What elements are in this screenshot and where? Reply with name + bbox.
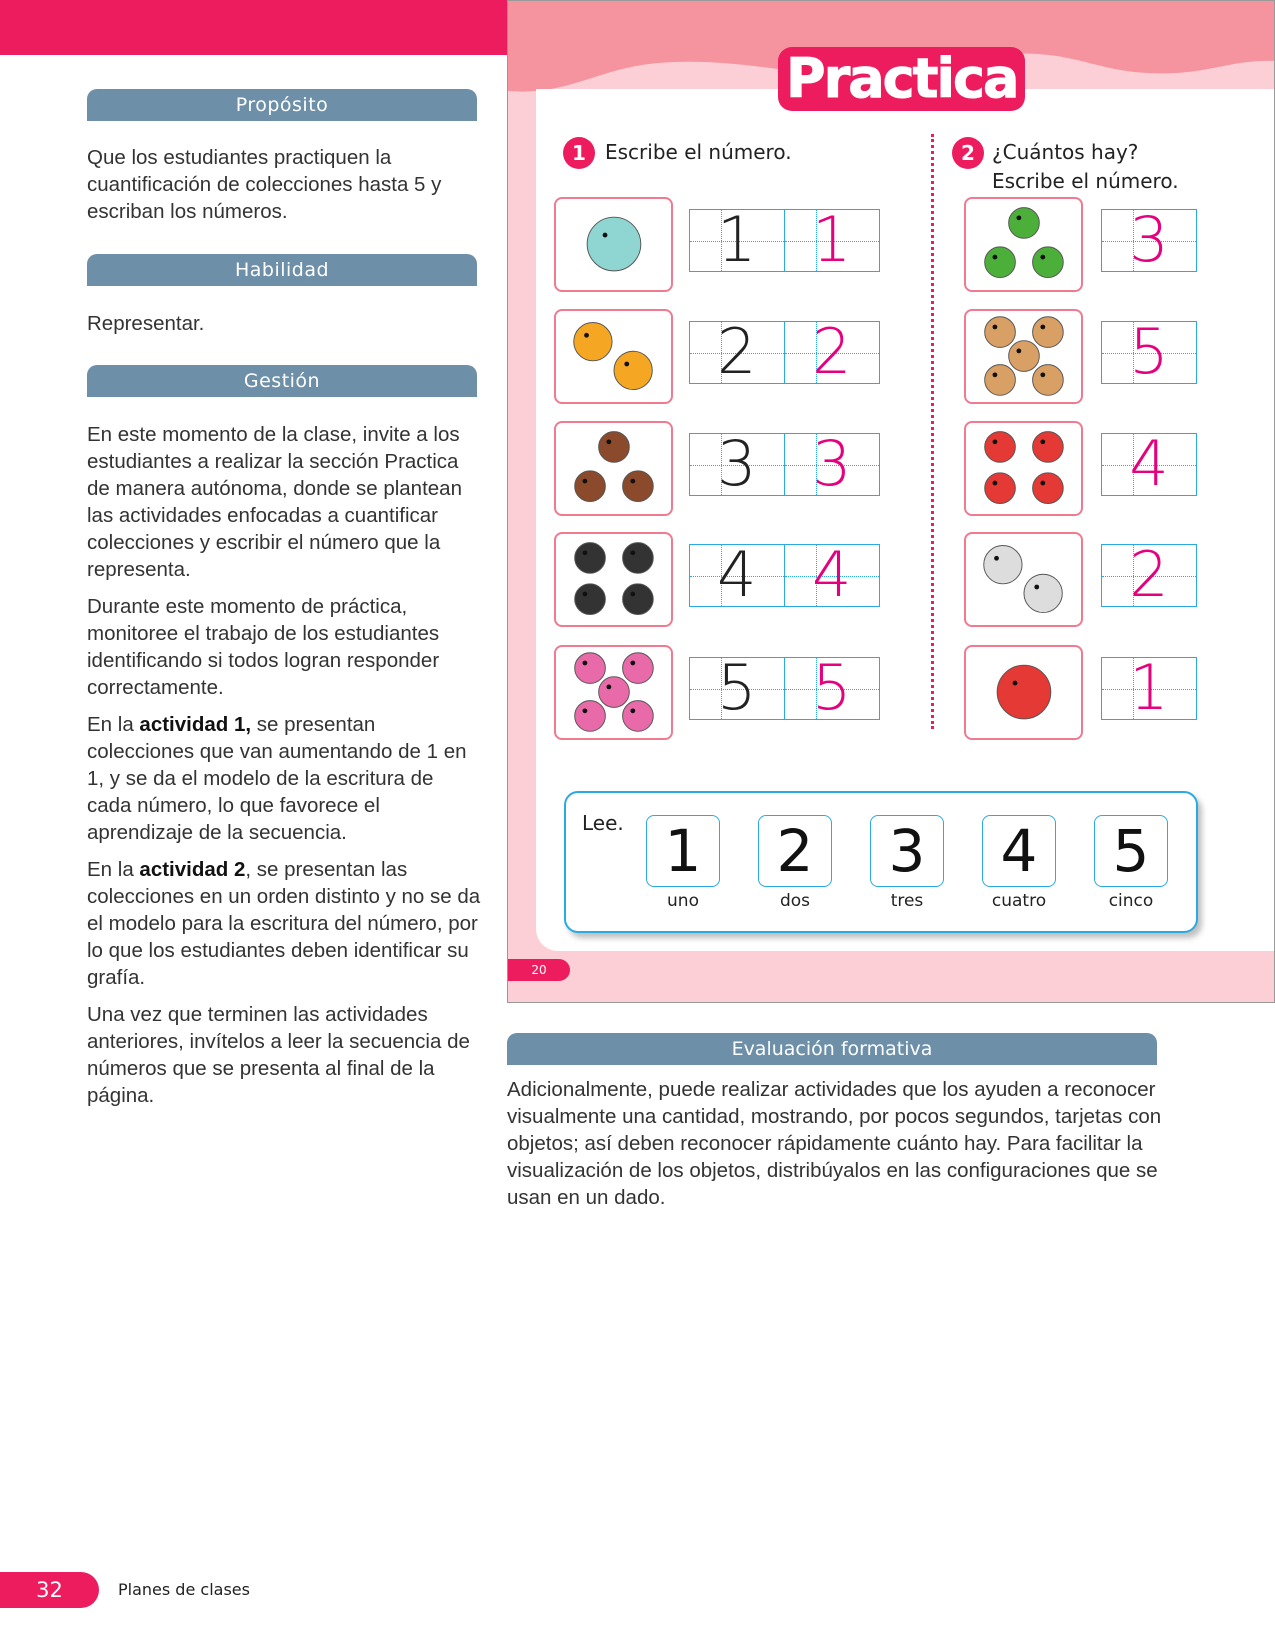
number-card-tres: 3 — [870, 815, 944, 887]
fish-icon — [575, 653, 606, 684]
bird-icon — [1033, 473, 1064, 504]
tracing-box[interactable] — [689, 651, 880, 724]
panda-icon — [623, 584, 654, 615]
collection-card — [554, 421, 673, 516]
koala-icon — [1009, 341, 1040, 372]
number-word: cuatro — [991, 891, 1047, 911]
tiger-icon — [574, 322, 612, 360]
tracing-box[interactable] — [689, 538, 880, 611]
traced-digit[interactable]: 5 — [785, 658, 880, 719]
panda-icon — [623, 543, 654, 574]
text: se presentan colecciones que van aumentando de 1 en 1, y se da el modelo de la escritura de cada número, lo que favorece el aprendizaje de la secuencia. — [87, 713, 467, 844]
text: En la — [87, 858, 140, 881]
top-accent-bar — [0, 0, 507, 55]
dinosaur-icon — [1033, 247, 1064, 278]
dinosaur-icon — [985, 247, 1016, 278]
collection-card — [554, 309, 673, 404]
student-page-preview — [507, 0, 1275, 1003]
collection-card — [964, 645, 1083, 740]
practice-title: Practica — [778, 47, 1025, 111]
habilidad-paragraph: Representar. — [87, 312, 205, 335]
proposito-heading: Propósito — [87, 89, 477, 121]
koala-icon — [1033, 317, 1064, 348]
hippo-icon — [587, 217, 641, 271]
number-word: tres — [890, 891, 924, 911]
traced-digit[interactable]: 2 — [785, 322, 880, 383]
dinosaur-icon — [1009, 208, 1040, 239]
proposito-text — [87, 144, 482, 235]
text: En la — [87, 713, 140, 736]
panda-icon — [575, 543, 606, 574]
hen-icon — [599, 432, 630, 463]
number-card-cuatro: 4 — [982, 815, 1056, 887]
traced-digit[interactable]: 1 — [785, 210, 880, 271]
number-word: uno — [667, 891, 699, 911]
activity-2-instruction-2: Escribe el número. — [992, 169, 1179, 193]
activity-2-instruction-1: ¿Cuántos hay? — [992, 140, 1139, 164]
tracing-box[interactable] — [689, 427, 880, 500]
gestion-p3 — [87, 711, 482, 846]
answer-digit[interactable]: 4 — [1102, 434, 1196, 495]
answer-box[interactable] — [1101, 203, 1197, 276]
collection-card — [964, 197, 1083, 292]
number-word: dos — [779, 891, 811, 911]
bird-icon — [1033, 432, 1064, 463]
fish-icon — [575, 701, 606, 732]
bold-text: actividad 1, — [139, 713, 252, 736]
koala-icon — [985, 365, 1016, 396]
answer-box[interactable] — [1101, 651, 1197, 724]
model-digit: 1 — [690, 210, 785, 271]
collection-card — [554, 532, 673, 627]
collection-card — [554, 197, 673, 292]
rabbit-icon — [1024, 574, 1062, 612]
hen-icon — [623, 471, 654, 502]
model-digit: 5 — [690, 658, 785, 719]
koala-icon — [1033, 365, 1064, 396]
traced-digit[interactable]: 4 — [785, 545, 880, 606]
proposito-paragraph: Que los estudiantes practiquen la cuantificación de colecciones hasta 5 y escriban los números. — [87, 146, 442, 223]
panda-icon — [575, 584, 606, 615]
answer-box[interactable] — [1101, 538, 1197, 611]
dotted-divider — [931, 134, 934, 729]
number-word: cinco — [1108, 891, 1154, 911]
text: , se presentan las colecciones en un orden distinto y no se da el modelo para la escritura del número, por lo que los estudiantes deben identificar su grafía. — [87, 858, 481, 989]
fish-icon — [623, 701, 654, 732]
collection-card — [554, 645, 673, 740]
number-card-dos: 2 — [758, 815, 832, 887]
collection-card — [964, 309, 1083, 404]
gestion-text — [87, 421, 482, 1119]
tiger-icon — [614, 351, 652, 389]
gestion-p2: Durante este momento de práctica, monitoree el trabajo de los estudiantes identificando si todos logran responder correctamente. — [87, 595, 440, 699]
bird-icon — [985, 432, 1016, 463]
evaluacion-heading: Evaluación formativa — [507, 1033, 1157, 1065]
tracing-box[interactable] — [689, 203, 880, 276]
model-digit: 3 — [690, 434, 785, 495]
answer-digit[interactable]: 3 — [1102, 210, 1196, 271]
footer-label: Planes de clases — [118, 1580, 250, 1599]
apple-icon — [997, 665, 1051, 719]
traced-digit[interactable]: 3 — [785, 434, 880, 495]
collection-card — [964, 421, 1083, 516]
number-card-uno: 1 — [646, 815, 720, 887]
rabbit-icon — [984, 545, 1022, 583]
page-number: 32 — [0, 1572, 99, 1608]
model-digit: 4 — [690, 545, 785, 606]
activity-2-number: 2 — [952, 137, 984, 169]
gestion-heading: Gestión — [87, 365, 477, 397]
read-numbers-box — [564, 791, 1198, 933]
gestion-p5: Una vez que terminen las actividades anteriores, invítelos a leer la secuencia de números que se presenta al final de la página. — [87, 1003, 470, 1107]
bird-icon — [985, 473, 1016, 504]
answer-digit[interactable]: 1 — [1102, 658, 1196, 719]
activity-1-instruction: Escribe el número. — [605, 140, 792, 164]
read-label: Lee. — [582, 811, 624, 835]
habilidad-heading: Habilidad — [87, 254, 477, 286]
answer-box[interactable] — [1101, 315, 1197, 388]
gestion-p1: En este momento de la clase, invite a los estudiantes a realizar la sección Practica de manera autónoma, donde se plantean las actividades enfocadas a cuantificar colecciones y escribir el número que la representa. — [87, 423, 462, 581]
habilidad-text — [87, 310, 482, 347]
bold-text: actividad 2 — [139, 858, 246, 881]
fish-icon — [599, 677, 630, 708]
activity-1-number: 1 — [563, 137, 595, 169]
tracing-box[interactable] — [689, 315, 880, 388]
answer-digit[interactable]: 2 — [1102, 545, 1196, 606]
answer-box[interactable] — [1101, 427, 1197, 500]
gestion-p4 — [87, 856, 482, 991]
model-digit: 2 — [690, 322, 785, 383]
student-page-number: 20 — [508, 959, 570, 981]
koala-icon — [985, 317, 1016, 348]
answer-digit[interactable]: 5 — [1102, 322, 1196, 383]
hen-icon — [575, 471, 606, 502]
fish-icon — [623, 653, 654, 684]
number-card-cinco: 5 — [1094, 815, 1168, 887]
collection-card — [964, 532, 1083, 627]
evaluacion-text: Adicionalmente, puede realizar actividades que los ayuden a reconocer visualmente una cantidad, mostrando, por pocos segundos, tarjetas con objetos; así deben reconocer rápidamente cuánto hay. Para facilitar la visualización de los objetos, distribúyalos en las configuraciones que se usan en un dado. — [507, 1078, 1162, 1209]
